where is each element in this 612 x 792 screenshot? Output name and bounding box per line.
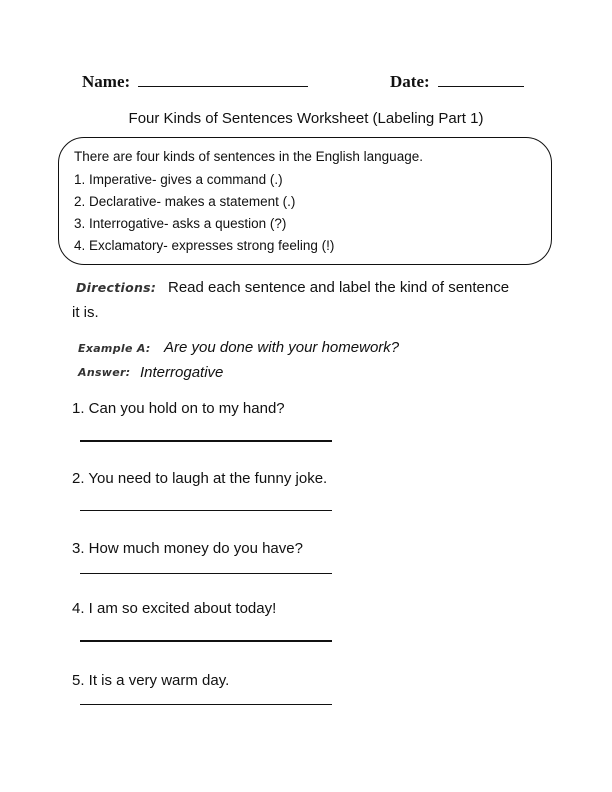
info-item-exclamatory: 4. Exclamatory- expresses strong feeling (!): [74, 238, 335, 253]
directions-text-line2: it is.: [72, 304, 99, 321]
answer-line-1[interactable]: [80, 440, 332, 442]
directions-label: Directions:: [76, 280, 157, 295]
example-answer: Interrogative: [140, 364, 224, 381]
example-label: Example A:: [78, 342, 151, 355]
answer-label: Answer:: [78, 366, 131, 379]
directions-text-line1: Read each sentence and label the kind of sentence: [168, 279, 510, 296]
info-item-interrogative: 3. Interrogative- asks a question (?): [74, 216, 287, 231]
question-1: 1. Can you hold on to my hand?: [72, 400, 285, 417]
name-field: [82, 72, 308, 92]
name-label: Name:: [82, 72, 131, 91]
answer-line-3[interactable]: [80, 573, 332, 574]
answer-line-5[interactable]: [80, 704, 332, 705]
question-5: 5. It is a very warm day.: [72, 672, 230, 689]
date-blank-line[interactable]: [438, 72, 524, 87]
question-3: 3. How much money do you have?: [72, 540, 303, 557]
worksheet-title: Four Kinds of Sentences Worksheet (Labeling Part 1): [128, 110, 484, 127]
answer-line-2[interactable]: [80, 510, 332, 511]
example-sentence: Are you done with your homework?: [164, 339, 400, 356]
answer-line-4[interactable]: [80, 640, 332, 642]
info-item-imperative: 1. Imperative- gives a command (.): [74, 172, 283, 187]
question-2: 2. You need to laugh at the funny joke.: [72, 470, 328, 487]
date-label: Date:: [390, 72, 430, 91]
name-blank-line[interactable]: [138, 72, 308, 87]
info-item-declarative: 2. Declarative- makes a statement (.): [74, 194, 296, 209]
info-intro: There are four kinds of sentences in the English language.: [74, 149, 423, 164]
question-4: 4. I am so excited about today!: [72, 600, 277, 617]
date-field: [390, 72, 524, 92]
